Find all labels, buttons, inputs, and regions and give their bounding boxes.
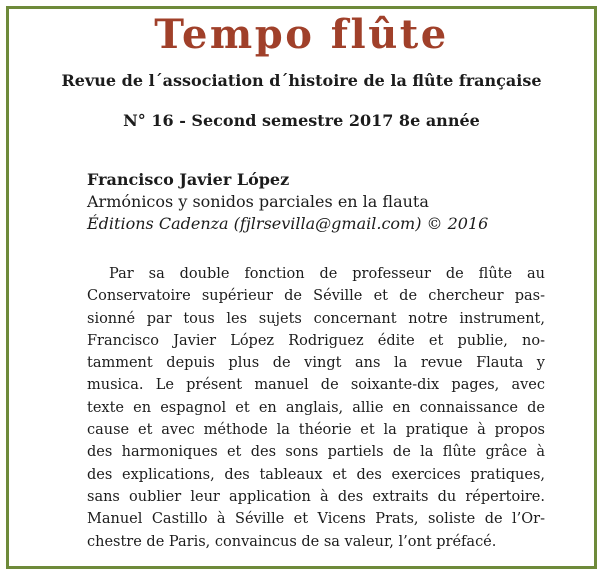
review-line: Francisco Javier López Rodriguez édite et publie, no- bbox=[87, 332, 545, 349]
review-line: texte en espagnol et en anglais, allie en connaissance de bbox=[87, 399, 545, 416]
review-line: des harmoniques et des sons partiels de la flûte grâce à bbox=[87, 444, 545, 461]
book-publisher: Éditions Cadenza (fjlrsevilla@gmail.com) © 2016 bbox=[87, 214, 489, 233]
review-line: Par sa double fonction de professeur de flûte au bbox=[109, 266, 545, 282]
review-line: Manuel Castillo à Séville et Vicens Prats, soliste de l’Or- bbox=[87, 511, 545, 528]
magazine-subtitle: Revue de l´association d´histoire de la flûte française bbox=[61, 71, 542, 90]
issue-line: N° 16 - Second semestre 2017 8e année bbox=[123, 111, 480, 130]
review-line: Conservatoire supérieur de Séville et de chercheur pas- bbox=[87, 288, 545, 305]
book-title: Armónicos y sonidos parciales en la flauta bbox=[87, 192, 429, 211]
book-reference bbox=[87, 169, 488, 235]
review-line: sans oublier leur application à des extraits du répertoire. bbox=[87, 488, 545, 505]
magazine-title: Tempo flûte bbox=[154, 11, 449, 58]
review-line: des explications, des tableaux et des exercices pratiques, bbox=[87, 466, 545, 483]
review-line: sionné par tous les sujets concernant notre instrument, bbox=[87, 310, 545, 327]
review-line: cause et avec méthode la théorie et la pratique à propos bbox=[87, 422, 545, 439]
review-line: tamment depuis plus de vingt ans la revue Flauta y bbox=[87, 355, 545, 372]
book-author: Francisco Javier López bbox=[87, 170, 290, 189]
review-line: musica. Le présent manuel de soixante-dix pages, avec bbox=[87, 377, 545, 394]
review-line: chestre de Paris, convaincus de sa valeur, l’ont préfacé. bbox=[87, 533, 497, 550]
review-frame bbox=[6, 6, 597, 569]
review-text bbox=[87, 263, 545, 553]
